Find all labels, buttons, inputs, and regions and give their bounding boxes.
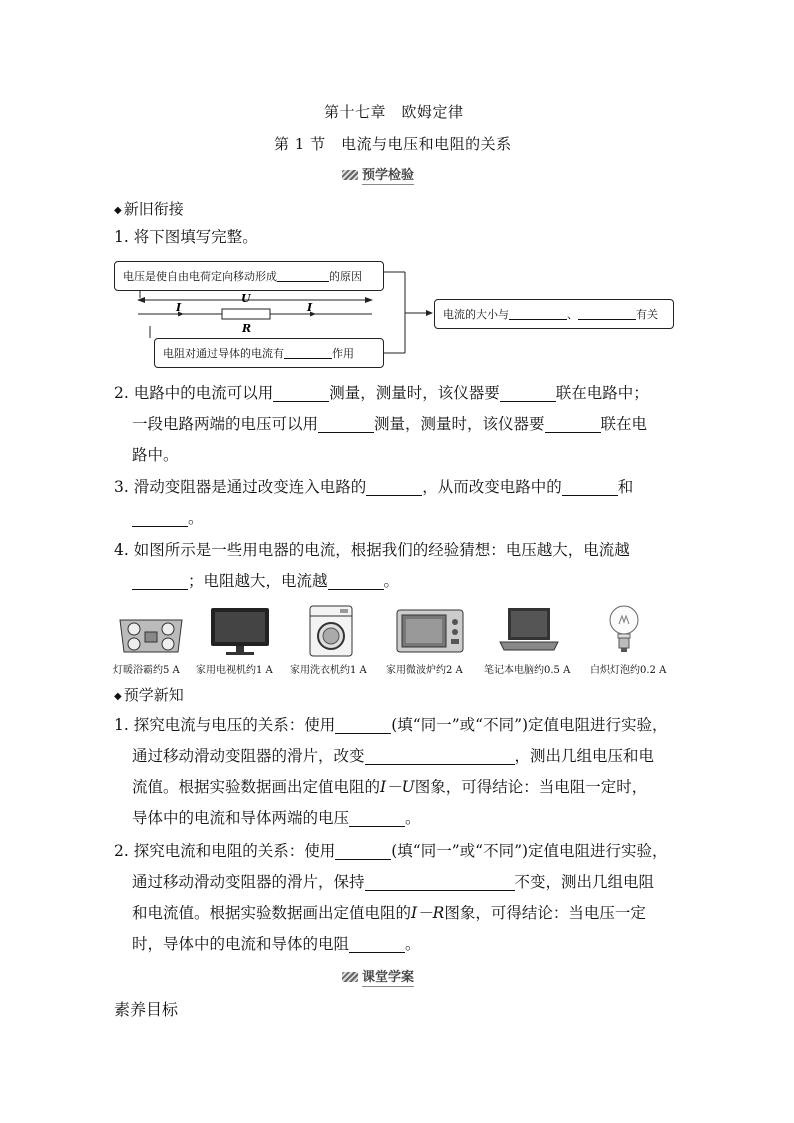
n1-number: 1. — [114, 716, 129, 734]
q4-blank-1[interactable] — [132, 571, 188, 590]
u-arrow-right — [365, 297, 373, 303]
current-box-post: 有关 — [636, 308, 658, 321]
q3-line1-b: ，从而改变电路中的 — [422, 478, 562, 496]
laptop-icon — [496, 604, 560, 656]
q2-line3: 路中。 — [132, 446, 179, 464]
label-i-left: I — [176, 301, 182, 314]
new-1-line-3 — [132, 772, 647, 803]
q4-line2-b: 。 — [383, 572, 400, 590]
new-1-line-4 — [132, 803, 421, 834]
n2-number: 2. — [114, 842, 129, 860]
question-2-line-2 — [132, 409, 647, 440]
q3-line1-a: 滑动变阻器是通过改变连入电路的 — [133, 478, 367, 496]
question-3-line-1 — [114, 472, 633, 503]
q2-line1-a: 电路中的电流可以用 — [133, 384, 274, 402]
n2-ir-math: I－R — [411, 904, 445, 922]
current-box-pre: 电流的大小与 — [443, 308, 509, 321]
diagram-lines — [0, 0, 794, 400]
n2-line2-a: 通过移动滑动变阻器的滑片，保持 — [132, 873, 365, 891]
question-2-line-3 — [132, 440, 179, 471]
n1-iu-math: I－U — [380, 778, 415, 796]
part2-heading-text: 预学新知 — [123, 686, 184, 704]
section-title: 第 1 节 电流与电压和电阻的关系 — [274, 135, 512, 153]
banner-icon — [342, 972, 358, 982]
q2-blank-3[interactable] — [318, 414, 374, 433]
new-2-line-3 — [132, 898, 646, 929]
appliance-label-washer: 家用洗衣机约1 A — [290, 665, 367, 676]
n2-blank-3[interactable] — [349, 934, 405, 953]
question-4-line-2 — [132, 566, 399, 597]
class-banner-label: 课堂学案 — [362, 970, 415, 985]
n1-line2-a: 通过移动滑动变阻器的滑片，改变 — [132, 747, 365, 765]
q2-blank-1[interactable] — [273, 383, 329, 402]
new-2-line-1 — [114, 836, 668, 867]
appliance-label-bulb: 白炽灯泡约0.2 A — [590, 665, 667, 676]
label-u: U — [241, 292, 251, 305]
new-2-line-4 — [132, 929, 421, 960]
q2-line1-b: 测量，测量时，该仪器要 — [329, 384, 500, 402]
q2-line2-b: 测量，测量时，该仪器要 — [374, 415, 545, 433]
q3-blank-1[interactable] — [366, 477, 422, 496]
u-arrow-left — [137, 297, 145, 303]
resistor — [222, 309, 270, 319]
q2-blank-4[interactable] — [545, 414, 601, 433]
current-box-mid: 、 — [567, 308, 578, 321]
q3-blank-2[interactable] — [562, 477, 618, 496]
n1-blank-3[interactable] — [349, 808, 405, 827]
class-banner — [342, 966, 414, 985]
n2-line1-a: 探究电流和电阻的关系：使用 — [133, 842, 336, 860]
voltage-box-pre: 电压是使自由电荷定向移动形成 — [123, 270, 277, 283]
q2-line2-a: 一段电路两端的电压可以用 — [132, 415, 319, 433]
resistance-box-post: 作用 — [332, 347, 354, 360]
n2-blank-2[interactable] — [365, 872, 515, 891]
q1-text: 将下图填写完整。 — [133, 228, 258, 246]
voltage-box-post: 的原因 — [329, 270, 362, 283]
tv-icon — [208, 606, 272, 658]
washer-icon — [302, 602, 360, 658]
new-2-line-2 — [132, 867, 654, 898]
appliance-label-microwave: 家用微波炉约2 A — [386, 665, 463, 676]
label-r: R — [242, 322, 252, 335]
n1-line1-b: (填“同一”或“不同”)定值电阻进行实验， — [391, 716, 668, 734]
appliance-label-heater: 灯暖浴霸约5 A — [113, 665, 180, 676]
n1-line3-a: 流值。根据实验数据画出定值电阻的 — [132, 778, 381, 796]
q2-line1-c: 联在电路中； — [555, 384, 649, 402]
q3-blank-3[interactable] — [132, 508, 188, 527]
chapter-title: 第十七章 欧姆定律 — [324, 103, 464, 121]
n2-line1-b: (填“同一”或“不同”)定值电阻进行实验， — [391, 842, 668, 860]
q4-line1: 如图所示是一些用电器的电流，根据我们的经验猜想：电压越大，电流越 — [133, 541, 630, 559]
n2-line4-b: 。 — [405, 935, 421, 953]
heater-icon — [116, 612, 186, 658]
q2-blank-2[interactable] — [500, 383, 556, 402]
q4-blank-2[interactable] — [328, 571, 384, 590]
bulb-icon — [604, 602, 644, 658]
n2-line4-a: 时，导体中的电流和导体的电阻 — [132, 935, 350, 953]
n1-line4-b: 。 — [405, 809, 421, 827]
preview-banner-label: 预学检验 — [362, 168, 415, 183]
appliance-label-tv: 家用电视机约1 A — [196, 665, 273, 676]
new-1-line-1 — [114, 710, 668, 741]
n1-line2-b: ，测出几组电压和电 — [514, 747, 655, 765]
n1-blank-2[interactable] — [365, 746, 515, 765]
label-i-right: I — [307, 301, 313, 314]
q1-number: 1. — [114, 228, 129, 246]
n2-line2-b: 不变，测出几组电阻 — [514, 873, 655, 891]
resistance-box-pre: 电阻对通过导体的电流有 — [163, 347, 284, 360]
n1-line1-a: 探究电流与电压的关系：使用 — [133, 716, 336, 734]
n2-line3-a: 和电流值。根据实验数据画出定值电阻的 — [132, 904, 412, 922]
n1-line3-b: 图象，可得结论：当电阻一定时， — [414, 778, 648, 796]
question-2-line-1 — [114, 378, 649, 409]
q2-line2-c: 联在电 — [600, 415, 648, 433]
question-3-line-2 — [132, 503, 204, 534]
new-1-line-2 — [132, 741, 654, 772]
microwave-icon — [394, 606, 466, 656]
bracket-arrowhead — [426, 310, 433, 316]
n2-blank-1[interactable] — [335, 841, 391, 860]
q2-number: 2. — [114, 384, 129, 402]
q3-line2: 。 — [188, 509, 204, 527]
q3-line1-c: 和 — [617, 478, 634, 496]
diamond-icon: ◆ — [114, 691, 122, 702]
part1-heading-text: 新旧衔接 — [123, 200, 184, 218]
n1-blank-1[interactable] — [335, 715, 391, 734]
literacy-goals-heading: 素养目标 — [114, 1000, 179, 1019]
question-4-line-1 — [114, 535, 630, 566]
appliance-label-laptop: 笔记本电脑约0.5 A — [484, 665, 571, 676]
part2-heading — [114, 684, 184, 705]
q3-number: 3. — [114, 478, 129, 496]
q4-number: 4. — [114, 541, 129, 559]
diamond-icon: ◆ — [114, 205, 122, 216]
n1-line4-a: 导体中的电流和导体两端的电压 — [132, 809, 350, 827]
n2-line3-b: 图象，可得结论：当电压一定 — [444, 904, 646, 922]
q4-line2-a: ；电阻越大，电流越 — [188, 572, 328, 590]
